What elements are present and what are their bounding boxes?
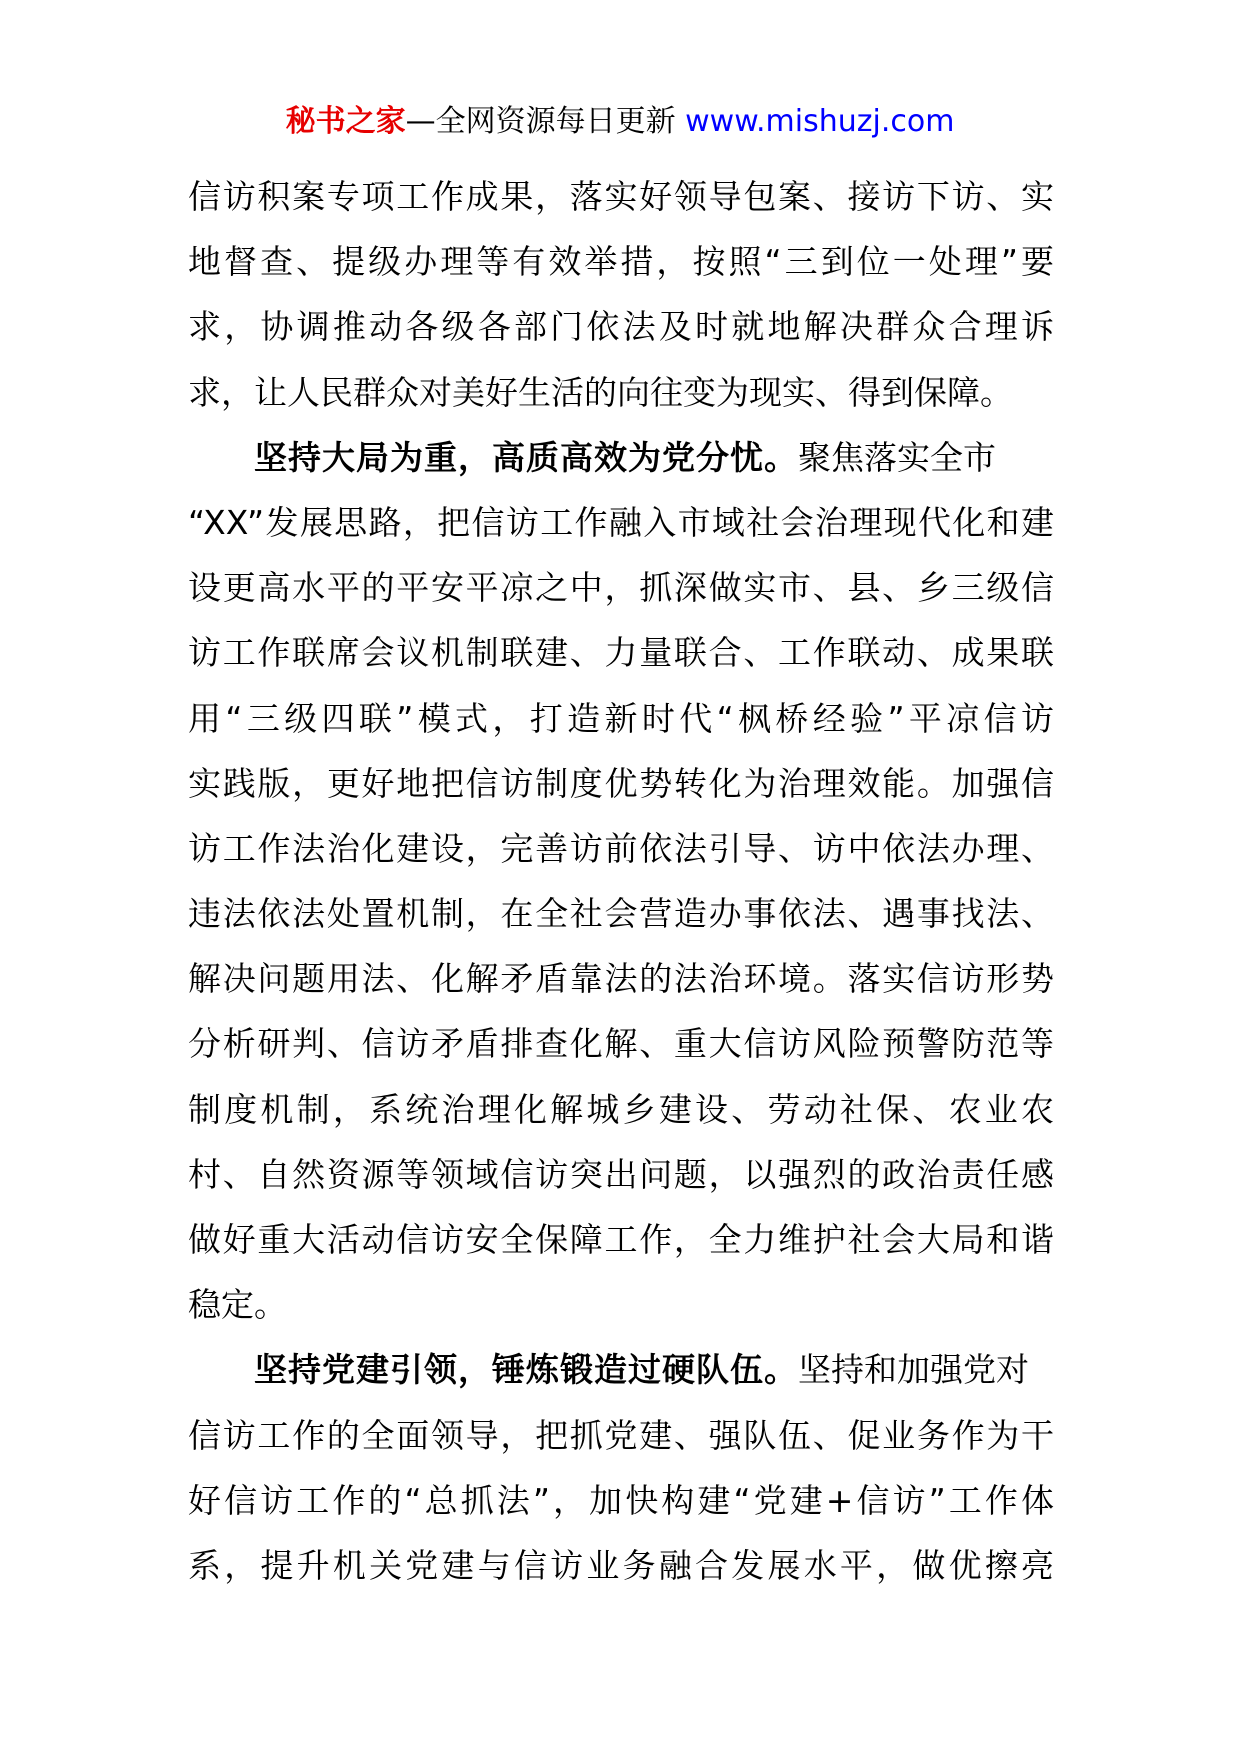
line-text: 信访工作的全面领导，把抓党建、强队伍、促业务作为干 bbox=[188, 1415, 1054, 1455]
brand-name: 秘书之家 bbox=[285, 104, 406, 139]
line-text: 设更高水平的平安平凉之中，抓深做实市、县、乡三级信 bbox=[188, 568, 1054, 608]
text-line bbox=[188, 1403, 1054, 1468]
line-text: 解决问题用法、化解矛盾靠法的法治环境。落实信访形势 bbox=[188, 959, 1054, 999]
line-text: 稳定。 bbox=[188, 1285, 287, 1325]
text-line bbox=[188, 1142, 1054, 1207]
text-line bbox=[188, 1207, 1054, 1272]
line-text: 系，提升机关党建与信访业务融合发展水平，做优擦亮 bbox=[188, 1545, 1054, 1585]
text-line bbox=[188, 620, 1054, 685]
text-line bbox=[188, 1468, 1054, 1533]
paragraph-heading: 坚持大局为重，高质高效为党分忧。 bbox=[254, 437, 798, 477]
line-text: 访工作法治化建设，完善访前依法引导、访中依法办理、 bbox=[188, 828, 1054, 868]
text-line bbox=[188, 229, 1054, 294]
page-header bbox=[0, 100, 1240, 144]
text-line bbox=[188, 881, 1054, 946]
header-tagline: —全网资源每日更新 bbox=[405, 104, 676, 139]
text-line bbox=[188, 686, 1054, 751]
text-line bbox=[188, 946, 1054, 1011]
text-line bbox=[188, 1337, 1054, 1402]
paragraph-heading: 坚持党建引领，锤炼锻造过硬队伍。 bbox=[254, 1350, 798, 1390]
line-text: 违法依法处置机制，在全社会营造办事依法、遇事找法、 bbox=[188, 894, 1054, 934]
line-text: 村、自然资源等领域信访突出问题，以强烈的政治责任感 bbox=[188, 1154, 1054, 1194]
line-text: 访工作联席会议机制联建、力量联合、工作联动、成果联 bbox=[188, 633, 1054, 673]
line-text: 做好重大活动信访安全保障工作，全力维护社会大局和谐 bbox=[188, 1220, 1054, 1259]
line-text: “XX”发展思路，把信访工作融入市域社会治理现代化和建 bbox=[188, 502, 1054, 542]
line-text: 好信访工作的“总抓法”，加快构建“党建+信访”工作体 bbox=[188, 1480, 1054, 1520]
text-line bbox=[188, 425, 1054, 490]
line-text: 坚持和加强党对 bbox=[798, 1350, 1029, 1390]
text-line bbox=[188, 360, 1054, 425]
text-line bbox=[188, 1011, 1054, 1076]
text-line bbox=[188, 555, 1054, 620]
line-text: 求，协调推动各级各部门依法及时就地解决群众合理诉 bbox=[188, 307, 1054, 347]
text-line bbox=[188, 1272, 1054, 1337]
line-text: 求，让人民群众对美好生活的向往变为现实、得到保障。 bbox=[188, 372, 1013, 412]
text-line bbox=[188, 294, 1054, 359]
line-text: 信访积案专项工作成果，落实好领导包案、接访下访、实 bbox=[188, 177, 1054, 216]
line-text: 地督查、提级办理等有效举措，按照“三到位一处理”要 bbox=[188, 242, 1054, 282]
text-line bbox=[188, 751, 1054, 816]
text-line bbox=[188, 816, 1054, 881]
text-line bbox=[188, 164, 1054, 229]
document-body bbox=[188, 164, 1054, 1598]
text-line bbox=[188, 1077, 1054, 1142]
line-text: 用“三级四联”模式，打造新时代“枫桥经验”平凉信访 bbox=[188, 698, 1054, 738]
line-text: 聚焦落实全市 bbox=[798, 437, 996, 477]
line-text: 制度机制，系统治理化解城乡建设、劳动社保、农业农 bbox=[188, 1089, 1054, 1129]
website-link[interactable]: www.mishuzj.com bbox=[685, 104, 955, 139]
text-line bbox=[188, 1533, 1054, 1598]
line-text: 分析研判、信访矛盾排查化解、重大信访风险预警防范等 bbox=[188, 1024, 1054, 1064]
line-text: 实践版，更好地把信访制度优势转化为治理效能。加强信 bbox=[188, 763, 1054, 803]
text-line bbox=[188, 490, 1054, 555]
